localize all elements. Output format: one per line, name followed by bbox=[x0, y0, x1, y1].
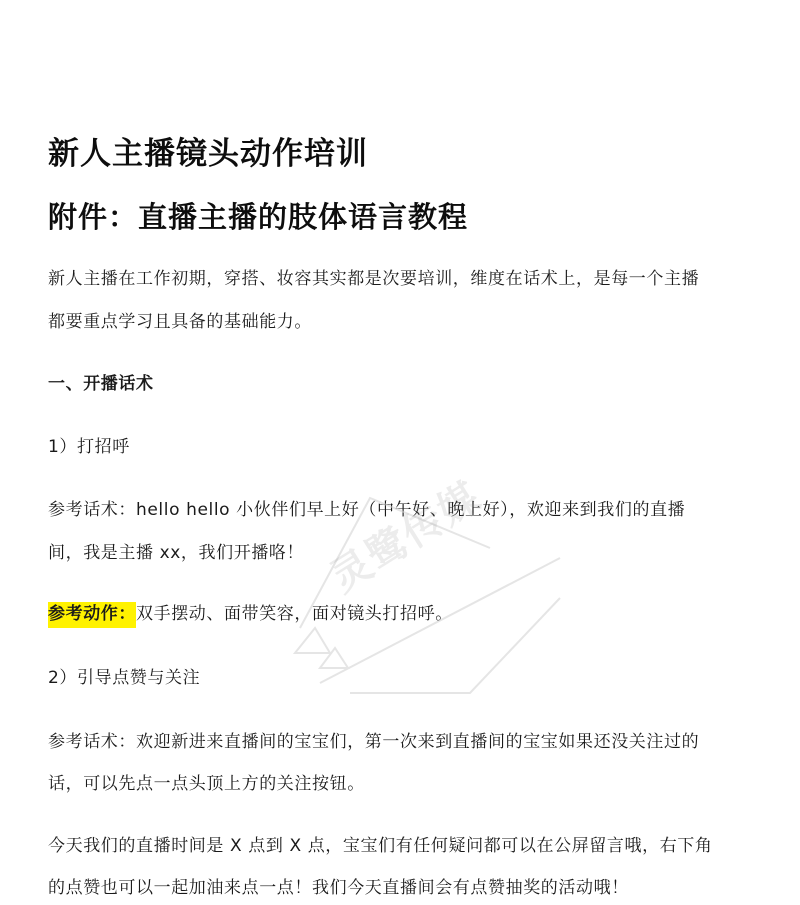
action-label-highlight: 参考动作： bbox=[48, 602, 136, 628]
item-heading-greeting: 1）打招呼 bbox=[48, 437, 130, 457]
intro-line-2: 都要重点学习且具备的基础能力。 bbox=[48, 312, 312, 332]
greeting-script-line-2: 间，我是主播 xx，我们开播咯！ bbox=[48, 543, 305, 563]
item-heading-like-follow: 2）引导点赞与关注 bbox=[48, 668, 201, 688]
watermark-text: 灵鹭传媒 bbox=[322, 473, 490, 602]
greeting-action-line bbox=[48, 602, 453, 626]
like-script-line-1: 参考话术：欢迎新进来直播间的宝宝们，第一次来到直播间的宝宝如果还没关注过的 bbox=[48, 732, 700, 752]
section-heading-opening-script: 一、开播话术 bbox=[48, 374, 154, 394]
action-text: 双手摆动、面带笑容，面对镜头打招呼。 bbox=[136, 604, 453, 624]
schedule-line-1: 今天我们的直播时间是 X 点到 X 点，宝宝们有任何疑问都可以在公屏留言哦，右下角 bbox=[48, 836, 713, 856]
greeting-script-line-1: 参考话术：hello hello 小伙伴们早上好（中午好、晚上好），欢迎来到我们的直播 bbox=[48, 500, 686, 520]
page-title: 新人主播镜头动作培训 bbox=[48, 136, 368, 172]
schedule-line-2: 的点赞也可以一起加油来点一点！我们今天直播间会有点赞抽奖的活动哦！ bbox=[48, 878, 629, 898]
like-script-line-2: 话，可以先点一点头顶上方的关注按钮。 bbox=[48, 774, 365, 794]
intro-line-1: 新人主播在工作初期，穿搭、妆容其实都是次要培训，维度在话术上，是每一个主播 bbox=[48, 269, 700, 289]
page-subtitle: 附件：直播主播的肢体语言教程 bbox=[48, 200, 469, 234]
